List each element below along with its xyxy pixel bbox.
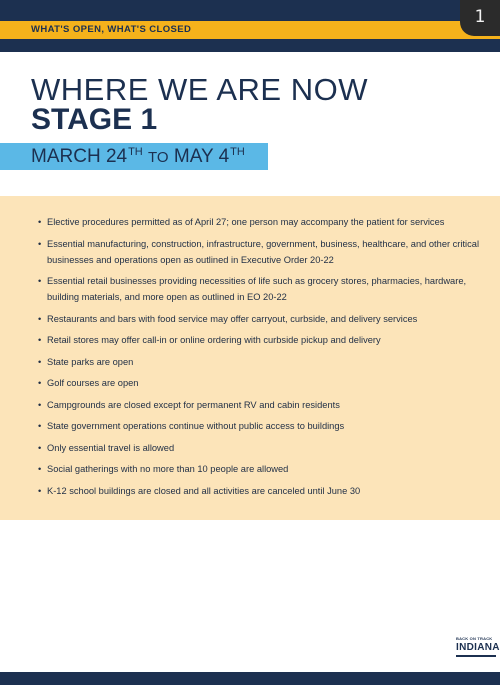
list-item: • K-12 school buildings are closed and all activities are canceled until June 30: [38, 483, 488, 499]
bullet-list: [38, 214, 488, 504]
list-item: • Elective procedures permitted as of April 27; one person may accompany the patient for services: [38, 214, 488, 230]
logo-wordmark: INDIANA: [456, 642, 500, 653]
list-item: • Essential retail businesses providing necessities of life such as grocery stores, pharmacies, hardware, building materials, and more open as outlined in EO 20-22: [38, 273, 488, 305]
list-item: • Retail stores may offer call-in or online ordering with curbside pickup and delivery: [38, 332, 488, 348]
header-label: WHAT'S OPEN, WHAT'S CLOSED: [31, 24, 192, 35]
page-number-tab: [460, 0, 500, 36]
list-item: • State government operations continue without public access to buildings: [38, 418, 488, 434]
page-number: 1: [474, 7, 486, 27]
date-start: MARCH 24: [31, 146, 128, 167]
list-item: • Campgrounds are closed except for permanent RV and cabin residents: [38, 397, 488, 413]
date-end: MAY 4: [173, 146, 230, 167]
date-start-suffix: TH: [128, 146, 143, 158]
list-item: • State parks are open: [38, 354, 488, 370]
list-item: • Only essential travel is allowed: [38, 440, 488, 456]
list-item: • Essential manufacturing, construction, infrastructure, government, business, healthcare, and other critical businesses and operations open as outlined in Executive Order 20-22: [38, 236, 488, 268]
list-item: • Restaurants and bars with food service may offer carryout, curbside, and delivery services: [38, 311, 488, 327]
date-range: [31, 143, 245, 170]
back-on-track-indiana-logo: [456, 636, 500, 658]
logo-underline: [456, 655, 496, 657]
list-item: • Golf courses are open: [38, 375, 488, 391]
list-item: • Social gatherings with no more than 10 people are allowed: [38, 461, 488, 477]
logo-tagline: BACK ON TRACK: [456, 636, 493, 641]
title-stage: STAGE 1: [31, 103, 158, 136]
title-where-we-are-now: WHERE WE ARE NOW: [31, 72, 368, 107]
date-connector: TO: [148, 149, 169, 166]
date-end-suffix: TH: [230, 146, 245, 158]
bottom-navy-bar: [0, 672, 500, 685]
